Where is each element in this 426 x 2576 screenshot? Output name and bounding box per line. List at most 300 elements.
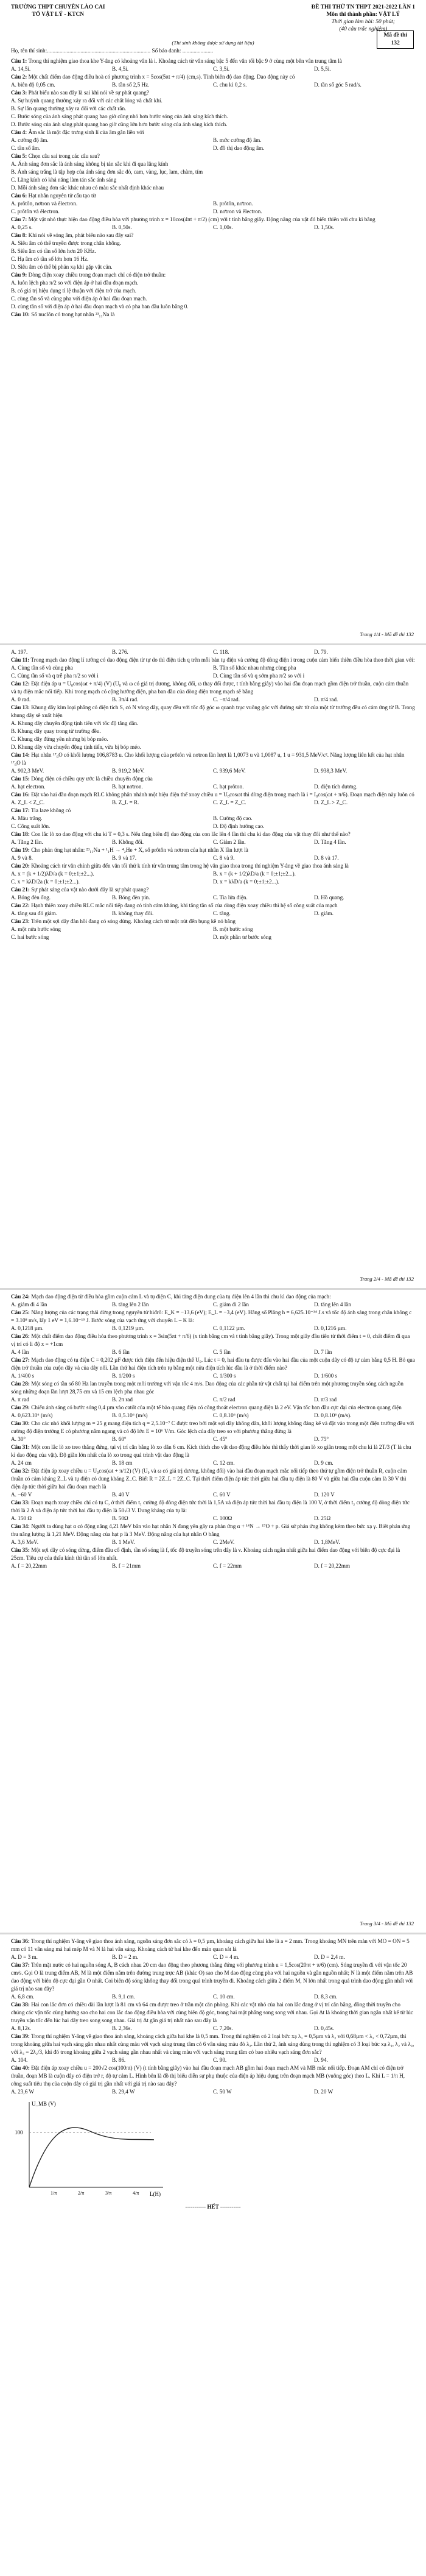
answer-option[interactable]: C. Tia lửa điện. [213, 894, 248, 901]
answer-option[interactable]: A. Z_L < Z_C. [11, 799, 45, 805]
answer-option[interactable]: B. 50Ω [112, 1515, 128, 1521]
answer-options [11, 1396, 415, 1404]
question-item [11, 311, 415, 319]
answer-option[interactable]: D. π/4 rad. [314, 696, 338, 702]
answer-option[interactable]: C. 5 lần [213, 1349, 231, 1355]
answer-option[interactable]: B. Z_L = R. [112, 799, 139, 805]
answer-option[interactable]: B. Siêu âm có tần số lớn hơn 20 KHz. [11, 248, 96, 254]
candidate-name-line: Họ, tên thí sinh:.......................................................................... Số báo danh: ...................... [11, 48, 214, 54]
question-stem [11, 1404, 415, 1412]
answer-option[interactable]: B. 0,50s. [112, 224, 132, 230]
answer-options [11, 815, 415, 830]
question-number: Câu 6: [11, 193, 27, 199]
answer-options [11, 838, 415, 846]
answer-option[interactable]: D. π/3 rad [314, 1396, 337, 1403]
answer-option[interactable]: A. Ánh sáng đơn sắc là ánh sáng không bị tán sắc khi đi qua lăng kính [11, 161, 169, 167]
answer-option[interactable]: A. 14,5i. [11, 66, 31, 72]
question-number: Câu 5: [11, 153, 27, 159]
answer-option[interactable]: D. 20 W [314, 2089, 333, 2095]
answer-option[interactable]: A. 6,8 cm. [11, 1994, 35, 2000]
answer-option[interactable]: C. Cùng tần số và q trễ pha π/2 so với i [11, 673, 99, 679]
question-item [11, 807, 415, 830]
answer-option[interactable]: C. 100Ω [213, 1515, 232, 1521]
question-stem [11, 886, 415, 894]
answer-options [11, 1515, 415, 1523]
question-item [11, 1293, 415, 1309]
answer-option[interactable]: D. 1,8MeV. [314, 1539, 340, 1545]
answer-option[interactable]: D. Hồ quang. [314, 894, 344, 901]
question-stem [11, 89, 415, 97]
answer-option[interactable]: A. 0 rad. [11, 696, 31, 702]
answer-option[interactable]: B. 2π rad [112, 1396, 133, 1403]
question-text: Cho các nhỏ khối lượng m = 25 g mang điện tích q = 2,5.10⁻⁷ C được treo bởi một sợi dây không dãn, khối lượng không đáng kể và đặt vào trong một điện trường đều với cường độ điện trường E có phương nằm ngang và có độ lớn E = 10⁶ V/m. Góc lệch của dây treo so với phương thẳng đứng là [11, 1420, 414, 1434]
question-item [11, 1404, 415, 1420]
answer-option[interactable]: D. tăng lên 4 lần [314, 1301, 351, 1307]
answer-options [11, 767, 415, 775]
question-item [11, 2033, 415, 2064]
answer-options [11, 160, 415, 192]
question-text: Đặt điện áp xoay chiều u = 200√2 cos(100πt) (V) (t tính bằng giây) vào hai đầu đoạn mạch AB gồm hai đoạn mạch AM và MB mắc nối tiếp. Đoạn AM chỉ có điện trở thuần, đoạn MB là cuộn dây có điện trở r, độ tự cảm L. Hình bên là đồ thị biểu diễn sự phụ thuộc của điện áp hiệu dụng trên đoạn mạch MB (vuông góc) theo L. Khi L = 1/π H, công suất tiêu thụ của cuộn dây có giá trị gần nhất với giá trị nào sau đây? [11, 2065, 405, 2087]
answer-option[interactable]: B. Khung dây quay trong từ trường đều. [11, 728, 101, 734]
answer-option[interactable]: D. Bước sóng của ánh sáng phát quang bao giờ cũng lớn hơn bước sóng của ánh sáng kích thích. [11, 121, 228, 127]
question-number: Câu 7: [11, 216, 27, 222]
answer-option[interactable]: C. 1/300 s [213, 1373, 236, 1379]
question-text: Đặt điện áp u = U₀cos(ωt + π/4) (V) (U₀ và ω có giá trị dương, không đổi, ω thay đổi được, t tính bằng giây) vào hai đầu đoạn mạch gồm điện trở thuần, cuộn cảm thuần và tụ điện mắc nối tiếp. Khi trong mạch có cộng hưởng điện, pha ban đầu của dòng điện trong mạch sẽ bằng [11, 681, 409, 695]
question-stem [11, 704, 415, 720]
answer-option[interactable]: B. 6 lần [112, 1349, 130, 1355]
answer-option[interactable]: A. prôtôn, nơtron và êlectron. [11, 200, 78, 207]
answer-option[interactable]: C. chu kì 0,2 s. [213, 82, 247, 88]
question-text: Khoảng cách từ vân chính giữa đến vân tối thứ k tính từ vân trung tâm trong hệ vân giao thoa trong thí nghiệm Y-âng về giao thoa ánh sáng là [31, 863, 349, 869]
answer-option[interactable]: B. Cường độ cao. [213, 815, 253, 821]
answer-option[interactable]: C. Lăng kính có khả năng làm tán sắc ánh sáng [11, 177, 117, 183]
question-item [11, 656, 415, 680]
answer-option[interactable]: A. luôn lệch pha π/2 so với điện áp ở hai đầu đoạn mạch. [11, 280, 139, 286]
question-stem [11, 73, 415, 81]
graph-xtick: 4/π [133, 2190, 139, 2196]
answer-option[interactable]: B. 3π/4 rad. [112, 696, 139, 702]
answer-option[interactable]: B. 1 MeV. [112, 1539, 135, 1545]
question-text: Khi nói về sóng âm, phát biểu nào sau đây sai? [28, 232, 134, 238]
answer-option[interactable]: A. biên độ 0,05 cm. [11, 82, 55, 88]
answer-option[interactable]: D. đồ thị dao động âm. [213, 145, 265, 151]
question-number: Câu 31: [11, 1444, 30, 1450]
answer-option[interactable]: C. giảm đi 2 lần [213, 1301, 249, 1307]
answer-option[interactable]: C. 7,20s. [213, 2025, 233, 2031]
answer-option[interactable]: A. 0,25 s. [11, 224, 33, 230]
answer-options [11, 2056, 415, 2064]
answer-option[interactable]: C. D = 4 m. [213, 1954, 240, 1960]
answer-option[interactable]: C. f = 22mm [213, 1563, 242, 1569]
question-item [11, 862, 415, 886]
question-text: Một sóng có tần số 80 Hz lan truyền trong một môi trường với vận tốc 4 m/s. Dao động của các phần tử vật chất tại hai điểm trên một phương truyền sóng cách nguồn sóng những đoạn lần lượt 28,75 cm và 15 cm lệch pha nhau góc [11, 1381, 403, 1395]
answer-option[interactable]: A. −60 V [11, 1491, 32, 1498]
answer-option[interactable]: B. x = (k + 1/2)λD/a (k = 0;±1;±2...). [213, 871, 296, 877]
answer-option[interactable]: C. 118. [213, 649, 229, 655]
answer-option[interactable]: B. Không đổi. [112, 839, 144, 845]
question-number: Câu 8: [11, 232, 27, 238]
answer-option[interactable]: B. prôtôn, nơtron. [213, 200, 253, 207]
exam-note: (Thí sinh không được sử dụng tài liệu) [172, 40, 254, 46]
question-item [11, 680, 415, 704]
answer-option[interactable]: B. 9,1 cm. [112, 1994, 136, 2000]
answer-option[interactable]: B. 9 và 17. [112, 855, 137, 861]
answer-option[interactable]: B. mức cường độ âm. [213, 137, 262, 143]
question-number: Câu 39: [11, 2033, 30, 2039]
question-text: Đặt điện áp xoay chiều u = U₀cos(ωt + π/12) (V) (U₀ và ω có giá trị dương, không đổi) vào hai đầu đoạn mạch mắc nối tiếp theo thứ tự gồm điện trở thuần R, cuộn cảm thuần có cảm kháng Z_L và tụ điện có dung kháng Z_C. Biết R = 2Z_L = 2Z_C. Tại thời điểm điện áp tức thời giữa hai đầu tụ điện là 80 V và giữa hai đầu cuộn cảm là 30 V thì điện áp tức thời giữa hai đầu đoạn mạch là [11, 1468, 407, 1490]
answer-options [11, 1459, 415, 1467]
answer-option[interactable]: C. Bước sóng của ánh sáng phát quang bao giờ cũng nhỏ hơn bước sóng của ánh sáng kích thích. [11, 113, 228, 119]
answer-option[interactable]: C. 8 và 9. [213, 855, 235, 861]
answer-option[interactable]: D. Mỗi ánh sáng đơn sắc khác nhau có màu sắc nhất định khác nhau [11, 185, 164, 191]
question-text: Khung dây kim loại phẳng có diện tích S, có N vòng dây, quay đều với tốc độ góc ω quanh trục vuông góc với đường sức từ của một từ trường đều có cảm ứng từ B. Trong khung dây sẽ xuất hiện [11, 704, 415, 718]
um-vs-l-graph [11, 2096, 169, 2199]
question-text: Chiếu ánh sáng có bước sóng 0,4 µm vào catốt của một tế bào quang điện có công thoát electron quang điện là 2 eV. Vận tốc ban đầu cực đại của electron quang điện [31, 1404, 402, 1410]
question-text: Tia laze không có [31, 807, 71, 813]
question-number: Câu 35: [11, 1547, 30, 1553]
answer-option[interactable]: A. 902,3 MeV. [11, 768, 44, 774]
question-number: Câu 15: [11, 776, 30, 782]
question-number: Câu 17: [11, 807, 30, 813]
question-text: Một con lắc lò xo treo thẳng đứng, tại vị trí cân bằng lò xo dãn 6 cm. Kích thích cho vật dao động điều hòa thì thấy thời gian lò xo giãn trong một chu kì là 2T/3 (T là chu kì dao động của vật). Độ giãn lớn nhất của lò xo trong quá trình vật dao động là [11, 1444, 411, 1458]
answer-option[interactable]: C. tần số âm. [11, 145, 41, 151]
answer-option[interactable]: B. 1/200 s [112, 1373, 135, 1379]
question-list [11, 1293, 415, 1570]
answer-option[interactable]: C. −π/4 rad. [213, 696, 240, 702]
question-text: Người ta dùng hạt α có động năng 4,21 MeV bắn vào hạt nhân N đang yên gây ra phản ứng α + ¹⁴N → ¹⁷O + p. Giả sử phản ứng không kèm theo bức xạ γ. Biết phản ứng thu năng lượng là 1,21 MeV. Động năng của hạt p là 3 MeV. Động năng của hạt nhân O bằng [11, 1523, 411, 1537]
answer-options [11, 1562, 415, 1570]
answer-option[interactable]: C. 1,00s. [213, 224, 233, 230]
answer-options [11, 648, 415, 656]
exam-subject: Môn thi thành phần: VẬT LÝ [326, 12, 400, 18]
answer-option[interactable]: C. Hạ âm có tần số lớn hơn 16 Hz. [11, 256, 89, 262]
answer-option[interactable]: A. D = 3 m. [11, 1954, 38, 1960]
question-item [11, 1523, 415, 1546]
question-item [11, 57, 415, 73]
answer-option[interactable]: D. 0,8.10⁶ (m/s). [314, 1412, 352, 1418]
answer-option[interactable]: B. 86. [112, 2057, 126, 2063]
answer-options [11, 870, 415, 886]
answer-option[interactable]: D. D = 2,4 m. [314, 1954, 345, 1960]
answer-option[interactable]: D. điện tích dương. [314, 784, 358, 790]
answer-option[interactable]: B. f = 21mm [112, 1563, 141, 1569]
um-curve [29, 2128, 154, 2187]
answer-option[interactable]: C. 60 V [213, 1491, 231, 1498]
answer-option[interactable]: C. 0,8.10⁶ (m/s) [213, 1412, 249, 1418]
answer-options [11, 1491, 415, 1499]
answer-option[interactable]: C. prôtôn và êlectron. [11, 208, 60, 214]
question-number: Câu 38: [11, 2001, 30, 2008]
answer-option[interactable]: D. 8 và 17. [314, 855, 339, 861]
answer-option[interactable]: D. 120 V [314, 1491, 335, 1498]
answer-option[interactable]: C. cùng tần số và cùng pha với điện áp ở hai đầu đoạn mạch. [11, 295, 147, 302]
answer-options [11, 81, 415, 89]
answer-option[interactable]: A. x = (k + 1/2)λD/a (k = 0;±1;±2...). [11, 871, 94, 877]
question-stem [11, 862, 415, 870]
answer-options [11, 1538, 415, 1546]
answer-option[interactable]: C. 0,1122 µm. [213, 1325, 245, 1331]
question-text: Một chất điểm dao động điều hòa theo phương trình x = 3sin(5πt + π/6) (x tính bằng cm và t tính bằng giây). Trong một giây đầu tiên từ thời điểm t = 0, chất điểm đi qua vị trí có li độ x = +1cm [11, 1333, 410, 1347]
answer-option[interactable]: B. Sự lân quang thường xảy ra đối với các chất rắn. [11, 105, 127, 111]
question-list [11, 648, 415, 941]
answer-option[interactable]: C. Z_L = Z_C. [213, 799, 246, 805]
answer-option[interactable]: C. hạt prôton. [213, 784, 244, 790]
answer-options [11, 1325, 415, 1332]
answer-options [11, 925, 415, 941]
answer-option[interactable]: A. 0,623.10⁶ (m/s) [11, 1412, 53, 1418]
question-item [11, 2001, 415, 2033]
answer-option[interactable]: A. cường độ âm. [11, 137, 49, 143]
question-text: Hai con lắc đơn có chiều dài lần lượt là 81 cm và 64 cm được treo ở trần một căn phòng. Khi các vật nhỏ của hai con lắc đang ở vị trí cân bằng, đồng thời truyền cho chúng các vận tốc cùng hướng sao cho hai con lắc dao động điều hòa với cùng biên độ góc, trong hai mặt phẳng song song với nhau. Gọi Δt là khoảng thời gian ngắn nhất kể từ lúc truyền vận tốc đến lúc hai dây treo song song nhau. Giá trị Δt gần giá trị nhất nào sau đây là [11, 2001, 413, 2023]
question-item [11, 1356, 415, 1380]
question-text: Trong thí nghiệm giao thoa khe Y-âng có khoảng vân là i. Khoảng cách từ vân sáng bậc 5 đến vân tối bậc 9 ở cùng một bên vân trung tâm là [28, 58, 342, 64]
answer-option[interactable]: C. Khung dây đứng yên nhưng bị bóp méo. [11, 736, 108, 742]
answer-options [11, 239, 415, 271]
answer-option[interactable]: A. 0,1218 µm. [11, 1325, 44, 1331]
question-item [11, 830, 415, 846]
question-item [11, 1332, 415, 1356]
answer-option[interactable]: B. Ánh sáng trắng là tập hợp của ánh sáng đơn sắc đỏ, cam, vàng, lục, lam, chàm, tím [11, 169, 203, 175]
answer-option[interactable]: D. Khung dây vừa chuyển động tịnh tiến, vừa bị bóp méo. [11, 744, 142, 750]
answer-option[interactable]: B. 29,4 W [112, 2089, 135, 2095]
question-item [11, 232, 415, 271]
question-item [11, 1961, 415, 2001]
answer-option[interactable]: A. Khung dây chuyển động tịnh tiến với tốc độ tăng dần. [11, 720, 139, 726]
answer-option[interactable]: A. 104. [11, 2057, 28, 2063]
answer-option[interactable]: B. 4,5i. [112, 66, 129, 72]
answer-option[interactable]: C. 2MeV. [213, 1539, 235, 1545]
question-stem [11, 1467, 415, 1491]
question-number: Câu 2: [11, 74, 27, 80]
exam-code-value: 132 [391, 40, 400, 46]
answer-option[interactable]: A. Bóng đèn ống. [11, 894, 51, 901]
answer-option[interactable]: C. x = kλD/2a (k = 0;±1;±2...). [11, 879, 80, 885]
graph-xtick: 2/π [78, 2190, 85, 2196]
question-stem [11, 216, 415, 224]
question-stem [11, 846, 415, 854]
answer-option[interactable]: D. một phần tư bước sóng [213, 934, 271, 940]
answer-option[interactable]: B. tăng lên 2 lần [112, 1301, 149, 1307]
question-item [11, 751, 415, 775]
question-item [11, 1499, 415, 1523]
answer-option[interactable]: B. không thay đổi. [112, 910, 154, 916]
question-item [11, 1443, 415, 1467]
question-number: Câu 4: [11, 129, 27, 135]
question-number: Câu 10: [11, 311, 30, 317]
question-number: Câu 18: [11, 831, 30, 837]
answer-option[interactable]: D. x = kλD/a (k = 0;±1;±2...). [213, 879, 279, 885]
question-item [11, 1380, 415, 1404]
question-item [11, 1546, 415, 1570]
answer-options [11, 1412, 415, 1420]
answer-option[interactable]: D. 938,3 MeV. [314, 768, 347, 774]
answer-option[interactable]: D. Siêu âm có thể bị phản xạ khi gặp vật cản. [11, 264, 113, 270]
graph-xlabel: L(H) [150, 2191, 161, 2197]
question-item [11, 1420, 415, 1443]
question-item [11, 704, 415, 751]
question-text: Đặt vào hai đầu đoạn mạch RLC không phân nhánh một hiệu điện thế xoay chiều u = U₀cosωt thì dòng điện trong mạch là i = I₀cos(ωt + π/6). Đoạn mạch điện này luôn có [31, 791, 414, 798]
question-text: Số nuclôn có trong hạt nhân ²³₁₁Na là [31, 311, 115, 317]
question-item [11, 73, 415, 89]
question-stem [11, 1523, 415, 1538]
answer-option[interactable]: C. 45° [213, 1436, 228, 1442]
answer-option[interactable]: C. Giảm 2 lần. [213, 839, 246, 845]
answer-option[interactable]: A. giảm đi 4 lần [11, 1301, 47, 1307]
question-stem [11, 311, 415, 319]
answer-option[interactable]: D. 5,5i. [314, 66, 331, 72]
question-stem [11, 271, 415, 279]
answer-option[interactable]: A. 3,6 MeV. [11, 1539, 39, 1545]
question-item [11, 791, 415, 807]
question-stem [11, 918, 415, 925]
answer-option[interactable]: C. 10 cm. [213, 1994, 235, 2000]
answer-option[interactable]: B. hạt nơtron. [112, 784, 143, 790]
answer-option[interactable]: B. có giá trị hiệu dụng tỉ lệ thuận với điện trở của mạch. [11, 288, 136, 294]
answer-option[interactable]: B. D = 2 m. [112, 1954, 139, 1960]
exam-page-3 [0, 1289, 426, 1933]
answer-option[interactable]: A. 1/400 s [11, 1373, 35, 1379]
answer-option[interactable]: D. nơtron và êlectron. [213, 208, 262, 214]
answer-option[interactable]: D. Tăng 4 lần. [314, 839, 346, 845]
question-text: Hạt nhân ¹⁷₈O có khối lượng 106,8783 u. Cho khối lượng của prôtôn và nơtron lần lượt là 1,0073 u và 1,0087 u, 1 u = 931,5 MeV/c². Năng lượng liên kết của hạt nhân ¹⁷₈O là [11, 752, 405, 766]
answer-option[interactable]: B. 276. [112, 649, 128, 655]
answer-option[interactable]: C. 50 W [213, 2089, 232, 2095]
answer-option[interactable]: A. tăng sau đó giảm. [11, 910, 58, 916]
answer-option[interactable]: A. 4 lần [11, 1349, 29, 1355]
question-text: Năng lượng của các trạng thái dừng trong nguyên tử hiđrô: E_K = −13,6 (eV); E_L = −3,4 (eV). Hằng số Plăng h = 6,625.10⁻³⁴ J.s và tốc độ ánh sáng trong chân không c = 3.10⁸ m/s, lấy 1 eV = 1,6.10⁻¹⁹ J. Bước sóng của vạch ứng với chuyển L – K là: [11, 1309, 412, 1323]
question-number: Câu 24: [11, 1293, 30, 1300]
answer-option[interactable]: A. Siêu âm có thể truyền được trong chân không. [11, 240, 122, 246]
question-number: Câu 19: [11, 847, 30, 853]
answer-option[interactable]: A. 9 và 8. [11, 855, 33, 861]
answer-option[interactable]: B. 18 cm [112, 1460, 133, 1466]
question-text: Trên mặt nước có hai nguồn sóng A, B cách nhau 20 cm dao động theo phương thẳng đứng với phương trình u = 1,5cos(20πt + π/6) (cm). Sóng truyền đi với vận tốc 20 cm/s. Gọi O là trung điểm AB, M là một điểm nằm trên đường trung trực AB (khác O) sao cho M dao động cùng pha với hai nguồn và gần nguồn nhất; N là một điểm nằm trên AB dao động với biên độ cực đại gần O nhất. Coi biên độ sóng không thay đổi trong quá trình truyền đi. Khoảng cách giữa 2 điểm M, N lớn nhất trong quá trình dao động gần nhất với giá trị nào sau đây? [11, 1962, 413, 1992]
answer-option[interactable]: C. π/2 rad [213, 1396, 236, 1403]
question-number: Câu 20: [11, 863, 30, 869]
exam-page-4 [0, 1934, 426, 2576]
answer-option[interactable]: B. 40 V [112, 1491, 130, 1498]
question-stem [11, 1309, 415, 1325]
question-stem [11, 791, 415, 799]
answer-option[interactable]: D. 8,3 cm. [314, 1994, 338, 2000]
answer-option[interactable]: B. 0,1219 µm. [112, 1325, 145, 1331]
answer-options [11, 1372, 415, 1380]
answer-option[interactable]: A. 197. [11, 649, 28, 655]
answer-option[interactable]: A. 23,6 W [11, 2089, 35, 2095]
answer-option[interactable]: D. cùng tần số với điện áp ở hai đầu đoạn mạch và có pha ban đầu luôn bằng 0. [11, 303, 189, 310]
answer-option[interactable]: A. 150 Ω [11, 1515, 32, 1521]
answer-option[interactable]: C. 90. [213, 2057, 227, 2063]
question-number: Câu 14: [11, 752, 30, 758]
answer-option[interactable]: C. 3,5i. [213, 66, 230, 72]
answer-option[interactable]: A. Sự huỳnh quang thường xảy ra đối với các chất lỏng và chất khí. [11, 97, 162, 104]
answer-option[interactable]: B. 2,36s. [112, 2025, 132, 2031]
answer-option[interactable]: A. π rad [11, 1396, 29, 1403]
answer-option[interactable]: A. hạt electron. [11, 784, 46, 790]
question-number: Câu 21: [11, 886, 30, 893]
question-text: Đoạn mạch xoay chiều chỉ có tụ C, ở thời điểm t₁ cường độ dòng điện tức thời là 1,5A và điện áp tức thời hai đầu tụ điện là 100 V, ở thời điểm t₂ cường độ dòng điện tức thời là 2 A và điện áp tức thời hai đầu tụ điện là 50√3 V. Dung kháng của tụ là: [11, 1499, 410, 1513]
question-number: Câu 11: [11, 657, 30, 663]
answer-options [11, 65, 415, 73]
question-number: Câu 32: [11, 1468, 30, 1474]
answer-option[interactable]: D. Độ định hướng cao. [213, 823, 265, 829]
answer-option[interactable]: A. một nửa bước sóng [11, 926, 61, 932]
department-name: TỔ VẬT LÝ - KTCN [32, 12, 85, 18]
answer-options [11, 894, 415, 902]
answer-option[interactable]: D. Z_L > Z_C. [314, 799, 348, 805]
answer-option[interactable]: D. 9 cm. [314, 1460, 333, 1466]
answer-option[interactable]: D. 25Ω [314, 1515, 331, 1521]
answer-option[interactable]: A. Tăng 2 lần. [11, 839, 43, 845]
answer-option[interactable]: D. 0,45s. [314, 2025, 335, 2031]
answer-option[interactable]: D. 0,1216 µm. [314, 1325, 347, 1331]
question-number: Câu 37: [11, 1962, 30, 1968]
answer-option[interactable]: C. tăng. [213, 910, 231, 916]
answer-option[interactable]: A. 24 cm [11, 1460, 32, 1466]
question-text: Phát biểu nào sau đây là sai khi nói về sự phát quang? [28, 90, 149, 96]
question-item [11, 152, 415, 192]
answer-option[interactable]: D. tần số góc 5 rad/s. [314, 82, 361, 88]
answer-option[interactable]: D. 94. [314, 2057, 328, 2063]
answer-options [11, 2025, 415, 2033]
answer-option[interactable]: D. 7 lần [314, 1349, 332, 1355]
answer-option[interactable]: B. tần số 2,5 Hz. [112, 82, 150, 88]
answer-option[interactable]: D. 1/600 s [314, 1373, 338, 1379]
question-text: Con lắc lò xo dao động với chu kì T = 0,3 s. Nếu tăng biên độ dao động của con lắc lên 4 lần thì chu kì dao động của vật thay đổi như thế nào? [31, 831, 351, 837]
answer-option[interactable]: D. 1,50s. [314, 224, 335, 230]
answer-option[interactable]: B. Tần số khác nhau nhưng cùng pha [213, 665, 296, 671]
question-number: Câu 9: [11, 272, 27, 278]
answer-option[interactable]: A. Cùng tần số và cùng pha [11, 665, 73, 671]
answer-option[interactable]: C. Công suất lớn. [11, 823, 51, 829]
answer-option[interactable]: A. 8,12s. [11, 2025, 32, 2031]
answer-option[interactable]: B. 60° [112, 1436, 127, 1442]
answer-option[interactable]: B. 919,2 MeV. [112, 768, 145, 774]
question-number: Câu 29: [11, 1404, 30, 1410]
question-number: Câu 12: [11, 681, 30, 687]
answer-option[interactable]: D. 79. [314, 649, 328, 655]
question-item [11, 886, 415, 902]
question-stem [11, 1443, 415, 1459]
graph-xtick: 3/π [105, 2190, 112, 2196]
question-text: Trên một sợi dây đàn hồi đang có sóng dừng. Khoảng cách từ một nút đến bụng kề nó bằng [31, 918, 236, 924]
exam-code-label: Mã đề thi [383, 32, 407, 38]
question-stem [11, 680, 415, 696]
answer-option[interactable]: B. 0,5.10⁶ (m/s) [112, 1412, 148, 1418]
answer-option[interactable]: D. 75° [314, 1436, 329, 1442]
answer-option[interactable]: C. 939,6 MeV. [213, 768, 246, 774]
answer-option[interactable]: D. Cùng tần số và q sớm pha π/2 so với i [213, 673, 305, 679]
answer-option[interactable]: A. 30° [11, 1436, 26, 1442]
question-stem [11, 1499, 415, 1515]
answer-option[interactable]: C. hai bước sóng [11, 934, 49, 940]
answer-option[interactable]: B. một bước sóng [213, 926, 253, 932]
answer-option[interactable]: A. f = 20,22mm [11, 1563, 47, 1569]
question-number: Câu 1: [11, 58, 27, 64]
answer-option[interactable]: D. giảm. [314, 910, 333, 916]
school-name: TRƯỜNG THPT CHUYÊN LÀO CAI [11, 4, 105, 10]
question-number: Câu 30: [11, 1420, 30, 1426]
answer-option[interactable]: A. Màu trắng. [11, 815, 43, 821]
question-item [11, 216, 415, 232]
answer-option[interactable]: C. 12 cm. [213, 1460, 235, 1466]
question-text: Mạch dao động có tụ điện C = 0,202 µF được tích điện đến hiệu điện thế U₀. Lúc t = 0, hai đầu tụ được đấu vào hai đầu của một cuộn dây có độ tự cảm bằng 0,5 H. Bỏ qua điện trở thuần của cuộn dây và của dây nối. Lần thứ hai điện tích trên tụ bằng một nửa điện tích lúc đầu là ở thời điểm nào? [11, 1357, 415, 1371]
exam-time: Thời gian làm bài: 50 phút; [331, 19, 395, 25]
answer-option[interactable]: D. f = 20,22mm [314, 1563, 351, 1569]
answer-option[interactable]: B. Bóng đèn pin. [112, 894, 150, 901]
question-number: Câu 27: [11, 1357, 30, 1363]
question-text: Dòng điện xoay chiều trong đoạn mạch chỉ có điện trở thuần: [28, 272, 166, 278]
